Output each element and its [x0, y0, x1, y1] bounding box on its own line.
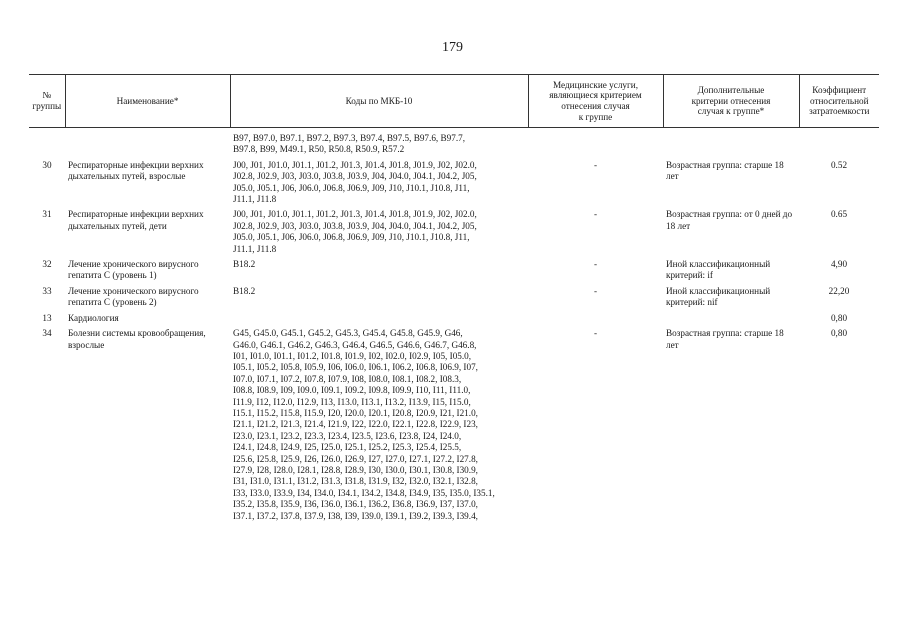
icd-codes-cell: [230, 160, 528, 210]
icd-codes-line: J02.8, J02.9, J03, J03.0, J03.8, J03.9, J04, J04.0, J04.1, J04.2, J05,: [233, 171, 477, 182]
criteria-cell: Возрастная группа: от 0 дней до 18 лет: [666, 209, 793, 231]
icd-codes-line: J05.0, J05.1, J06, J06.0, J06.8, J06.9, J09, J10, J10.1, J10.8, J11,: [233, 232, 470, 243]
services-cell: [528, 313, 663, 328]
header-name: Наименование*: [65, 75, 230, 128]
header-criteria: Дополнительные критерии отнесения случая к группе*: [663, 75, 799, 128]
icd-codes-line: I24.1, I24.8, I24.9, I25, I25.0, I25.1, I25.2, I25.3, I25.4, I25.5,: [233, 442, 462, 453]
criteria-cell: Иной классификационный критерий: nif: [666, 285, 771, 308]
icd-codes-cell: [230, 328, 528, 526]
icd-codes-line: I31, I31.0, I31.1, I31.2, I31.3, I31.8, I31.9, I32, I32.0, I32.1, I32.8,: [233, 476, 478, 487]
criteria-cell: Возрастная группа: старше 18 лет: [666, 159, 784, 182]
icd-codes-line: I33, I33.0, I33.9, I34, I34.0, I34.1, I34.2, I34.8, I34.9, I35, I35.0, I35.1,: [233, 487, 495, 498]
group-number-cell: 13: [42, 312, 52, 323]
icd-codes-cell: [230, 209, 528, 259]
icd-codes-line: J05.0, J05.1, J06, J06.0, J06.8, J06.9, J09, J10, J10.1, J10.8, J11,: [233, 182, 470, 193]
header-coefficient: Коэффициент относительной затратоемкости: [799, 75, 879, 128]
group-number-cell: 31: [42, 209, 52, 220]
icd-codes-line: I27.9, I28, I28.0, I28.1, I28.8, I28.9, I30, I30.0, I30.1, I30.8, I30.9,: [233, 464, 478, 475]
icd-codes-line: G46.0, G46.1, G46.2, G46.3, G46.4, G46.5, G46.6, G46.7, G46.8,: [233, 339, 477, 350]
table-row: [29, 209, 879, 259]
table-row: [29, 128, 879, 160]
icd-codes-line: G45, G45.0, G45.1, G45.2, G45.3, G45.4, G45.8, G45.9, G46,: [233, 328, 463, 339]
coefficient-cell: 0,80: [830, 312, 848, 323]
coefficient-cell: 22,20: [828, 285, 850, 296]
table-body: [29, 128, 879, 527]
coefficient-cell: [799, 128, 879, 160]
icd-codes-line: I05.1, I05.2, I05.8, I05.9, I06, I06.0, I06.1, I06.2, I06.8, I06.9, I07,: [233, 362, 478, 373]
header-group-no: № группы: [29, 75, 65, 128]
icd-codes-line: J11.1, J11.8: [233, 243, 277, 254]
icd-codes-cell: [230, 259, 528, 286]
group-number-cell: 34: [42, 328, 52, 339]
services-cell: -: [593, 159, 598, 170]
icd-codes-cell: [230, 313, 528, 328]
icd-codes-line: J02.8, J02.9, J03, J03.0, J03.8, J03.9, J04, J04.0, J04.1, J04.2, J05,: [233, 220, 477, 231]
coefficient-cell: 0,80: [830, 328, 848, 339]
criteria-cell: Возрастная группа: старше 18 лет: [666, 328, 784, 350]
criteria-cell: [663, 313, 799, 328]
icd-codes-line: I01, I01.0, I01.1, I01.2, I01.8, I01.9, I02, I02.0, I02.9, I05, I05.0,: [233, 350, 472, 361]
group-number-cell: 33: [42, 285, 52, 296]
icd-codes-line: I23.0, I23.1, I23.2, I23.3, I23.4, I23.5, I23.6, I23.8, I24, I24.0,: [233, 430, 462, 441]
icd-codes-line: B18.2: [233, 285, 256, 296]
icd-codes-line: I21.1, I21.2, I21.3, I21.4, I21.9, I22, I22.0, I22.1, I22.8, I22.9, I23,: [233, 419, 478, 430]
icd-codes-line: I11.9, I12, I12.0, I12.9, I13, I13.0, I13.1, I13.2, I13.9, I15, I15.0,: [233, 396, 471, 407]
services-cell: -: [593, 328, 598, 339]
header-codes: Коды по МКБ-10: [230, 75, 528, 128]
services-cell: -: [593, 259, 598, 270]
group-number-cell: [29, 128, 65, 160]
icd-codes-line: I07.0, I07.1, I07.2, I07.8, I07.9, I08, I08.0, I08.1, I08.2, I08.3,: [233, 373, 462, 384]
icd-codes-line: I15.1, I15.2, I15.8, I15.9, I20, I20.0, I20.1, I20.8, I20.9, I21, I21.0,: [233, 407, 478, 418]
group-number-cell: 32: [42, 259, 52, 270]
table-row: [29, 259, 879, 286]
icd-codes-line: J00, J01, J01.0, J01.1, J01.2, J01.3, J01.4, J01.8, J01.9, J02, J02.0,: [233, 209, 477, 220]
services-cell: -: [593, 209, 598, 220]
table-row: [29, 313, 879, 328]
icd-codes-line: I08.8, I08.9, I09, I09.0, I09.1, I09.2, I09.8, I09.9, I10, I11, I11.0,: [233, 385, 471, 396]
services-cell: -: [593, 285, 598, 296]
group-name-cell: Лечение хронического вирусного гепатита C (уровень 1): [68, 259, 199, 281]
group-name-cell: Кардиология: [68, 312, 119, 323]
icd-codes-line: J00, J01, J01.0, J01.1, J01.2, J01.3, J01.4, J01.8, J01.9, J02, J02.0,: [233, 159, 477, 170]
icd-codes-cell: [230, 128, 528, 160]
coefficient-cell: 0.65: [830, 209, 848, 220]
icd-codes-line: I25.6, I25.8, I25.9, I26, I26.0, I26.9, I27, I27.0, I27.1, I27.2, I27.8,: [233, 453, 478, 464]
group-name-cell: [65, 128, 230, 160]
icd-codes-line: B97.8, B99, M49.1, R50, R50.8, R50.9, R57.2: [233, 144, 405, 155]
group-number-cell: 30: [42, 159, 52, 170]
group-name-cell: Лечение хронического вирусного гепатита C (уровень 2): [68, 285, 199, 308]
group-name-cell: Болезни системы кровообращения, взрослые: [68, 328, 206, 350]
icd-codes-line: J11.1, J11.8: [233, 194, 277, 205]
table-row: [29, 160, 879, 210]
icd-codes-line: I35.2, I35.8, I35.9, I36, I36.0, I36.1, I36.2, I36.8, I36.9, I37, I37.0,: [233, 499, 478, 510]
coefficient-cell: 0.52: [830, 159, 848, 170]
services-cell: [528, 128, 663, 160]
icd-codes-line: I37.1, I37.2, I37.8, I37.9, I38, I39, I39.0, I39.1, I39.2, I39.3, I39.4,: [233, 510, 478, 521]
header-services: Медицинские услуги, являющиеся критерием отнесения случая к группе: [528, 75, 663, 128]
group-name-cell: Респираторные инфекции верхних дыхательных путей, взрослые: [68, 159, 204, 182]
icd-codes-cell: [230, 286, 528, 313]
group-name-cell: Респираторные инфекции верхних дыхательных путей, дети: [68, 209, 204, 231]
table-header: [29, 75, 879, 128]
icd-codes-line: B97, B97.0, B97.1, B97.2, B97.3, B97.4, B97.5, B97.6, B97.7,: [233, 133, 466, 143]
table-row: [29, 286, 879, 313]
coefficient-cell: 4,90: [830, 259, 848, 270]
icd-codes-line: B18.2: [233, 259, 256, 270]
criteria-cell: Иной классификационный критерий: if: [666, 259, 771, 281]
ksg-table: [29, 74, 879, 526]
page-number: 179: [442, 40, 463, 55]
criteria-cell: [663, 128, 799, 160]
table-row: [29, 328, 879, 526]
